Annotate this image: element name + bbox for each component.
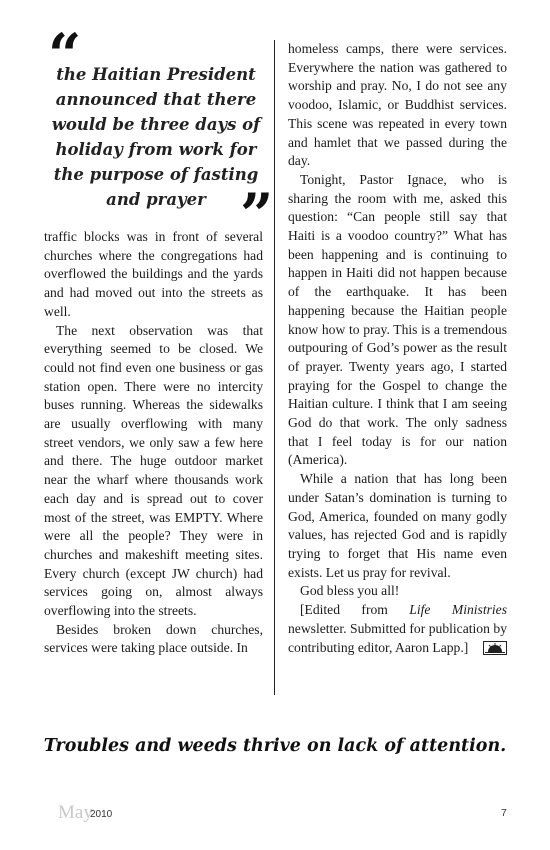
pull-quote-text: the Haitian President announced that there would be three days of holiday from work for the purpose of fasting and prayer [51, 65, 261, 209]
left-column [44, 228, 263, 658]
close-quote-mark: ” [240, 181, 274, 249]
credit-prefix: [Edited from [300, 602, 410, 618]
credit-suffix: newsletter. Submitted for publication by contributing editor, Aaron Lapp.] [288, 620, 507, 655]
footer-month: May [58, 802, 93, 823]
article-paragraph: While a nation that has long been under Satan’s domination is turning to God, America, founded on many godly values, has rejected God and is rapidly trying to forget that His name even exists. Let us pray for revival. [288, 471, 507, 580]
column-divider [274, 40, 275, 695]
tagline: Troubles and weeds thrive on lack of attention. [43, 736, 507, 756]
page-number: 7 [501, 807, 507, 819]
open-quote-mark: “ [48, 21, 82, 89]
right-column [288, 40, 507, 657]
credit-line [288, 601, 507, 657]
article-paragraph: traffic blocks was in front of several churches where the congregations had overflowed the buildings and the yards and had moved out into the streets as well. [44, 229, 263, 319]
article-paragraph: Tonight, Pastor Ignace, who is sharing the room with me, asked this question: “Can people still say that Haiti is a voodoo country?” What has been happening and is continuing to happen in Haiti did not happen because of the earthquake. It has been happening because the Haitian people know how to pray. This is a tremendous outpouring of God’s power as the result of prayer. Twenty years ago, I started praying for the Gospel to change the Haitian culture. I think that I am seeing God do that work. The only sadness that I feel today is for our nation (America). [288, 171, 507, 468]
sunrise-icon [483, 641, 507, 655]
credit-source: Life Ministries [409, 602, 508, 618]
pull-quote [44, 21, 274, 249]
article-paragraph: homeless camps, there were services. Everywhere the nation was gathered to worship and pray. No, I do not see any voodoo, Islamic, or Buddhist services. This scene was repeated in every town and hamlet that we passed during the day. [288, 41, 507, 169]
article-paragraph: The next observation was that everything seemed to be closed. We could not find even one business or gas station open. There were no intercity buses running. Whereas the sidewalks are usually overflowing with many street vendors, we only saw a few here and there. The huge outdoor market near the wharf where thousands work each day and is spread out to cover most of the street, was EMPTY. Where were all the people? They were in churches and makeshift meeting sites. Every church (except JW church) had services going on, almost always overflowing into the streets. [44, 322, 263, 619]
article-paragraph: God bless you all! [300, 583, 400, 599]
footer-year: 2010 [90, 809, 113, 820]
article-paragraph: Besides broken down churches, services were taking place outside. In [44, 621, 263, 656]
